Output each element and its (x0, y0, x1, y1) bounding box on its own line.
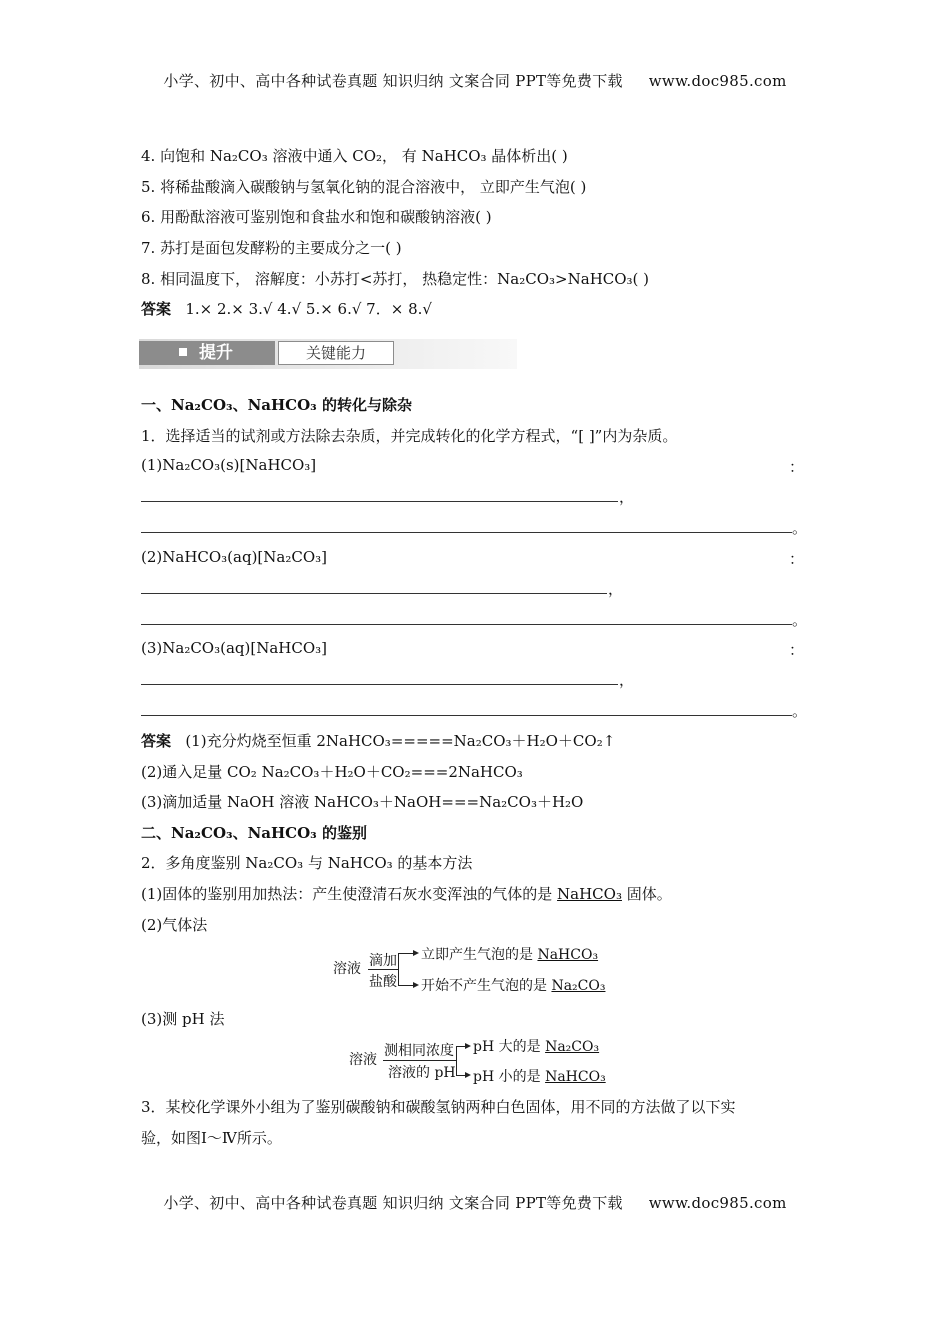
arrow-icon (413, 950, 419, 956)
blank-comma: ， (619, 671, 635, 689)
arrow-icon (465, 1043, 471, 1049)
answer-1-text: (1)充分灼烧至恒重 2NaHCO₃=====Na₂CO₃＋H₂O＋CO₂↑ (185, 732, 616, 750)
branch-2-answer: Na₂CO₃ (551, 978, 606, 994)
branch-2-text: 开始不产生气泡的是 (421, 978, 552, 994)
answer-1 (141, 730, 615, 751)
branch-bracket (456, 1046, 457, 1076)
method-3: (3)测 pH 法 (141, 1010, 225, 1028)
method-2: (2)气体法 (141, 916, 208, 934)
answer-blank (141, 593, 607, 594)
method-1-text: (1)固体的鉴别用加热法：产生使澄清石灰水变浑浊的气体的是 (141, 885, 558, 903)
banner-left (139, 341, 275, 365)
banner-right: 关键能力 (278, 341, 394, 365)
footer-site: www.doc985.com (648, 1194, 787, 1212)
header-site: www.doc985.com (648, 72, 787, 90)
branch-2 (473, 1066, 606, 1086)
section2-title: 二、Na₂CO₃、NaHCO₃ 的鉴别 (141, 824, 367, 842)
judgment-item-7: 7. 苏打是面包发酵粉的主要成分之一( ) (141, 239, 402, 257)
branch-1 (473, 1036, 599, 1056)
banner-left-label: 提升 (199, 343, 233, 363)
branch-1-text: pH 大的是 (473, 1039, 546, 1055)
answer-label: 答案 (141, 300, 172, 318)
diagram-top-label: 测相同浓度 (384, 1043, 454, 1059)
answer-2: (2)通入足量 CO₂ Na₂CO₃＋H₂O＋CO₂===2NaHCO₃ (141, 763, 523, 781)
judgment-item-4: 4. 向饱和 Na₂CO₃ 溶液中通入 CO₂， 有 NaHCO₃ 晶体析出( ) (141, 147, 568, 165)
item-2-colon: ： (789, 550, 805, 568)
diagram-top-label: 滴加 (369, 953, 397, 969)
question-2: 2．多角度鉴别 Na₂CO₃ 与 NaHCO₃ 的基本方法 (141, 854, 473, 872)
blank-comma: ， (608, 580, 624, 598)
section1-title: 一、Na₂CO₃、NaHCO₃ 的转化与除杂 (141, 396, 412, 414)
item-1-colon: ： (789, 458, 805, 476)
judgment-item-6: 6. 用酚酞溶液可鉴别饱和食盐水和饱和碳酸钠溶液( ) (141, 208, 492, 226)
blank-period: 。 (792, 611, 808, 629)
item-1: (1)Na₂CO₃(s)[NaHCO₃] (141, 456, 317, 474)
answer-blank (141, 532, 792, 533)
blank-comma: ， (619, 488, 635, 506)
judgment-item-8: 8. 相同温度下， 溶解度：小苏打<苏打， 热稳定性：Na₂CO₃>NaHCO₃( ) (141, 270, 650, 288)
question-3-line1: 3．某校化学课外小组为了鉴别碳酸钠和碳酸氢钠两种白色固体，用不同的方法做了以下实 (141, 1098, 736, 1116)
branch-1 (421, 944, 598, 964)
method-1 (141, 883, 672, 904)
blank-period: 。 (792, 702, 808, 720)
branch-1-answer: Na₂CO₃ (545, 1039, 600, 1055)
question-3-line2: 验，如图Ⅰ～Ⅳ所示。 (141, 1129, 282, 1147)
page-header (0, 70, 950, 91)
item-2: (2)NaHCO₃(aq)[Na₂CO₃] (141, 548, 328, 566)
branch-line (398, 985, 414, 986)
judgment-item-5: 5. 将稀盐酸滴入碳酸钠与氢氧化钠的混合溶液中， 立即产生气泡( ) (141, 178, 587, 196)
item-3-colon: ： (789, 641, 805, 659)
arrow-icon (465, 1072, 471, 1078)
page-footer (0, 1192, 950, 1213)
connector-line (383, 1060, 456, 1061)
branch-2-text: pH 小的是 (473, 1069, 546, 1085)
answer-label: 答案 (141, 732, 172, 750)
method-1-answer: NaHCO₃ (557, 885, 622, 903)
branch-1-answer: NaHCO₃ (537, 947, 599, 963)
answer-blank (141, 624, 792, 625)
method-1-end: 固体。 (621, 885, 672, 903)
square-icon (179, 348, 187, 356)
judgment-answer (141, 298, 432, 319)
branch-line (398, 953, 414, 954)
footer-text: 小学、初中、高中各种试卷真题 知识归纳 文案合同 PPT等免费下载 (163, 1194, 623, 1212)
answer-blank (141, 715, 792, 716)
answer-3: (3)滴加适量 NaOH 溶液 NaHCO₃＋NaOH===Na₂CO₃＋H₂O (141, 793, 584, 811)
answer-text: 1.× 2.× 3.√ 4.√ 5.× 6.√ 7．× 8.√ (185, 300, 432, 318)
blank-period: 。 (792, 519, 808, 537)
diagram-bottom-label: 盐酸 (369, 974, 397, 990)
branch-bracket (398, 953, 399, 986)
question-1: 1．选择适当的试剂或方法除去杂质，并完成转化的化学方程式，“[ ]”内为杂质。 (141, 427, 678, 445)
branch-2-answer: NaHCO₃ (545, 1069, 606, 1085)
branch-2 (421, 975, 605, 995)
diagram-solution: 溶液 (333, 961, 361, 977)
answer-blank (141, 684, 618, 685)
diagram-solution: 溶液 (349, 1052, 377, 1068)
diagram-bottom-label: 溶液的 pH (388, 1065, 456, 1081)
branch-1-text: 立即产生气泡的是 (421, 947, 538, 963)
arrow-icon (413, 982, 419, 988)
item-3: (3)Na₂CO₃(aq)[NaHCO₃] (141, 639, 328, 657)
connector-line (368, 969, 398, 970)
answer-blank (141, 501, 618, 502)
header-text: 小学、初中、高中各种试卷真题 知识归纳 文案合同 PPT等免费下载 (163, 72, 623, 90)
